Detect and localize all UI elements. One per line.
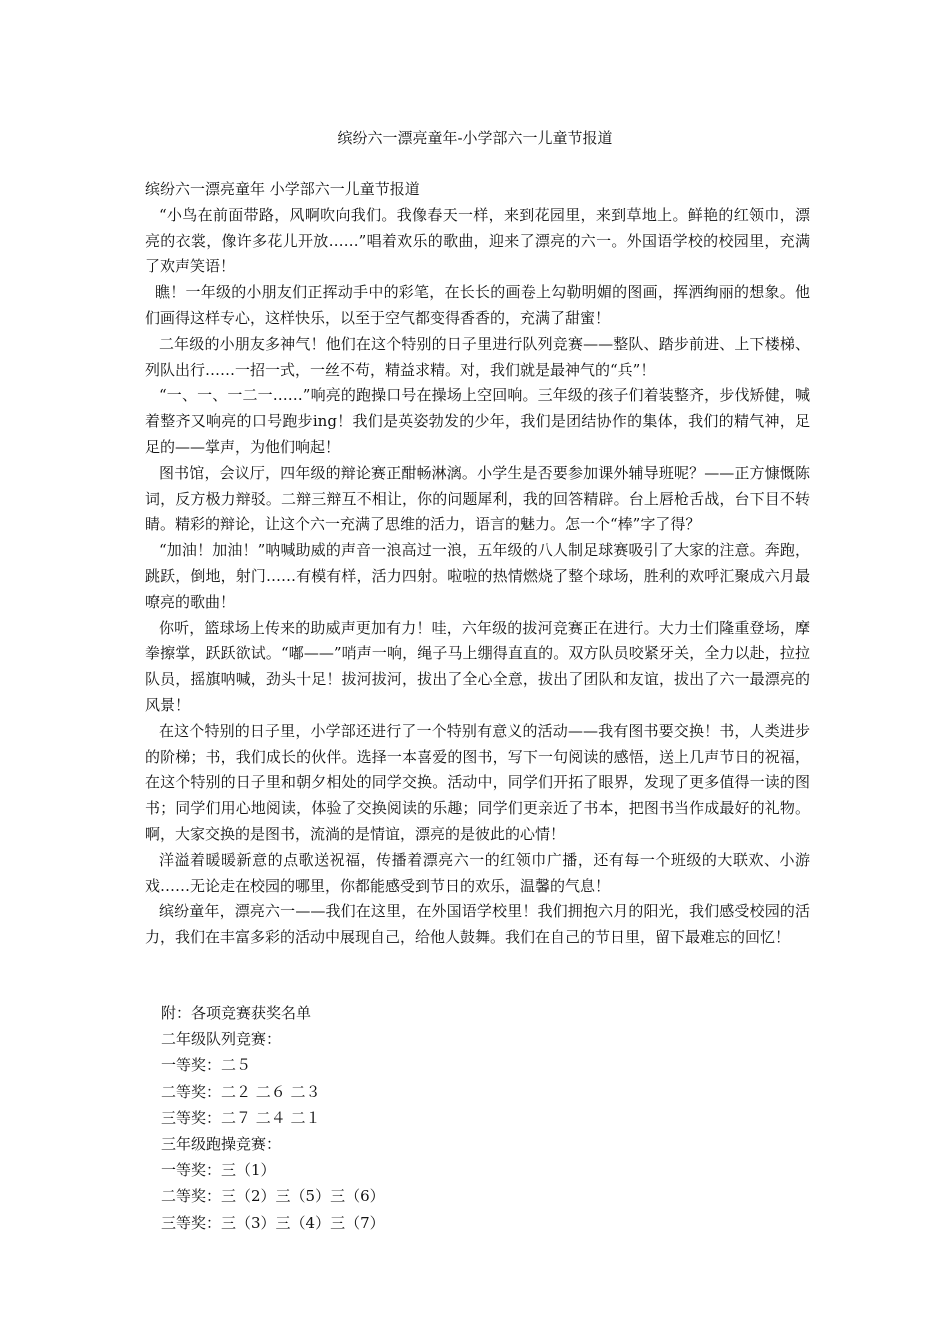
awards-line: 一等奖：三（1） [161,1161,276,1180]
awards-heading: 附：各项竞赛获奖名单 [161,1004,312,1022]
article-body [145,177,810,951]
awards-line: 二等奖：二２ 二６ 二３ [161,1082,321,1101]
paragraph-5: 图书馆，会议厅，四年级的辩论赛正酣畅淋漓。小学生是否要参加课外辅导班呢？——正方慷慨陈词，反方极力辩驳。二辩三辩互不相让，你的问题犀利，我的回答精辟。台上唇枪舌战，台下目不转睛。精彩的辩论，让这个六一充满了思维的活力，语言的魅力。怎一个“棒”字了得？ [145,463,810,534]
paragraph-10: 缤纷童年，漂亮六一——我们在这里，在外国语学校里！我们拥抱六月的阳光，我们感受校园的活力，我们在丰富多彩的活动中展现自己，给他人鼓舞。我们在自己的节日里，留下最难忘的回忆！ [145,902,810,947]
awards-line: 二等奖：三（2）三（5）三（6） [161,1187,385,1206]
paragraph-1: “小鸟在前面带路，风啊吹向我们。我像春天一样，来到花园里，来到草地上。鲜艳的红领巾，漂亮的衣裳，像许多花儿开放……”唱着欢乐的歌曲，迎来了漂亮的六一。外国语学校的校园里，充满了欢声笑语！ [145,205,810,276]
document-title: 缤纷六一漂亮童年-小学部六一儿童节报道 [337,129,613,147]
awards-list [161,1000,761,1236]
awards-line: 三年级跑操竞赛： [161,1135,282,1154]
paragraph-8: 在这个特别的日子里，小学部还进行了一个特别有意义的活动——我有图书要交换！书，人类进步的阶梯；书，我们成长的伙伴。选择一本喜爱的图书，写下一句阅读的感悟，送上几声节日的祝福，在这个特别的日子里和朝夕相处的同学交换。活动中，同学们开拓了眼界，发现了更多值得一读的图书；同学们用心地阅读，体验了交换阅读的乐趣；同学们更亲近了书本，把图书当作成最好的礼物。啊，大家交换的是图书，流淌的是情谊，漂亮的是彼此的心情！ [145,721,810,843]
paragraph-7: 你听，篮球场上传来的助威声更加有力！哇，六年级的拔河竞赛正在进行。大力士们隆重登场，摩拳擦掌，跃跃欲试。“嘟——”哨声一响，绳子马上绷得直直的。双方队员咬紧牙关，全力以赴，拉拉队员，摇旗呐喊，劲头十足！拔河拔河，拔出了全心全意，拔出了团队和友谊，拔出了六一最漂亮的风景！ [145,618,810,714]
awards-line: 三等奖：三（3）三（4）三（7） [161,1213,385,1232]
awards-line: 三等奖：二７ 二４ 二１ [161,1108,321,1127]
paragraph-2: 瞧！一年级的小朋友们正挥动手中的彩笔，在长长的画卷上勾勒明媚的图画，挥洒绚丽的想象。他们画得这样专心，这样快乐，以至于空气都变得香香的，充满了甜蜜！ [145,283,810,327]
paragraph-6: “加油！加油！”呐喊助威的声音一浪高过一浪，五年级的八人制足球赛吸引了大家的注意。奔跑，跳跃，倒地，射门……有模有样，活力四射。啦啦的热情燃烧了整个球场，胜利的欢呼汇聚成六月最嘹亮的歌曲！ [145,541,810,611]
paragraph-4: “一、一、一二一……”响亮的跑操口号在操场上空回响。三年级的孩子们着装整齐，步伐矫健，喊着整齐又响亮的口号跑步ing！我们是英姿勃发的少年，我们是团结协作的集体，我们的精气神，足足的——掌声，为他们响起！ [145,386,810,456]
awards-line: 二年级队列竞赛： [161,1030,282,1049]
article-subtitle: 缤纷六一漂亮童年 小学部六一儿童节报道 [145,180,420,198]
paragraph-9: 洋溢着暖暖新意的点歌送祝福，传播着漂亮六一的红领巾广播，还有每一个班级的大联欢、小游戏……无论走在校园的哪里，你都能感受到节日的欢乐，温馨的气息！ [145,850,810,895]
awards-line: 一等奖：二５ [161,1056,252,1075]
paragraph-3: 二年级的小朋友多神气！他们在这个特别的日子里进行队列竞赛——整队、踏步前进、上下楼梯、列队出行……一招一式，一丝不苟，精益求精。对，我们就是最神气的“兵”！ [145,334,810,379]
